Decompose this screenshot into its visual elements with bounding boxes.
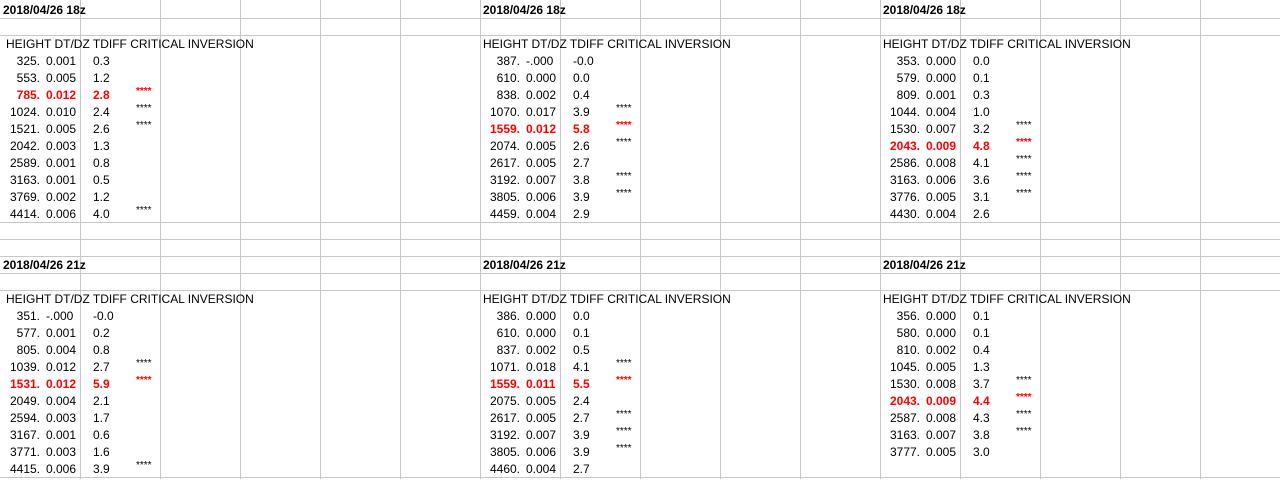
- dtdz-cell: 0.012: [46, 360, 77, 374]
- dtdz-cell: 0.018: [526, 360, 557, 374]
- dtdz-cell: 0.005: [526, 139, 557, 153]
- height-cell: 553.: [16, 71, 40, 85]
- tdiff-cell: 3.9: [93, 462, 110, 476]
- height-cell: 4459.: [489, 207, 520, 221]
- highlighted-row: [0, 88, 400, 105]
- height-cell: 1045.: [889, 360, 920, 374]
- tdiff-cell: -0.0: [93, 309, 114, 323]
- table-row: [0, 71, 400, 88]
- table-row: [0, 173, 400, 190]
- dtdz-cell: 0.004: [926, 207, 957, 221]
- height-cell: 2042.: [9, 139, 40, 153]
- inversion-flag: ****: [616, 171, 632, 182]
- column-header: HEIGHT DT/DZ TDIFF CRITICAL INVERSION: [483, 37, 731, 51]
- tdiff-cell: 2.9: [573, 207, 590, 221]
- height-cell: 2049.: [9, 394, 40, 408]
- tdiff-cell: 2.6: [93, 122, 110, 136]
- column-header: HEIGHT DT/DZ TDIFF CRITICAL INVERSION: [6, 292, 254, 306]
- table-row: [880, 360, 1280, 377]
- tdiff-cell: 3.6: [973, 173, 990, 187]
- height-cell: 3192.: [489, 173, 520, 187]
- height-cell: 4415.: [9, 462, 40, 476]
- table-row: [480, 360, 880, 377]
- tdiff-cell: 0.8: [93, 343, 110, 357]
- inversion-flag: ****: [1016, 154, 1032, 165]
- height-cell: 2589.: [9, 156, 40, 170]
- table-row: [480, 445, 880, 462]
- table-row: [480, 190, 880, 207]
- dtdz-cell: 0.005: [46, 71, 77, 85]
- tdiff-cell: 1.0: [973, 105, 990, 119]
- dtdz-cell: 0.006: [46, 207, 77, 221]
- inversion-flag: ****: [1016, 120, 1032, 131]
- table-row: [880, 71, 1280, 88]
- table-row: [880, 207, 1280, 224]
- inversion-flag: ****: [1016, 426, 1032, 437]
- height-cell: 2617.: [489, 411, 520, 425]
- dtdz-cell: 0.009: [926, 394, 957, 408]
- height-cell: 3805.: [489, 190, 520, 204]
- tdiff-cell: 0.6: [93, 428, 110, 442]
- dtdz-cell: 0.002: [526, 88, 557, 102]
- tdiff-cell: 0.1: [973, 326, 990, 340]
- inversion-flag: ****: [616, 358, 632, 369]
- dtdz-cell: 0.007: [926, 122, 957, 136]
- table-row: [480, 139, 880, 156]
- table-row: [0, 122, 400, 139]
- table-row: [480, 54, 880, 71]
- dtdz-cell: 0.006: [926, 173, 957, 187]
- tdiff-cell: 3.8: [573, 173, 590, 187]
- inversion-flag: ****: [1016, 392, 1032, 403]
- height-cell: 3192.: [489, 428, 520, 442]
- table-row: [480, 462, 880, 479]
- column-header: HEIGHT DT/DZ TDIFF CRITICAL INVERSION: [883, 292, 1131, 306]
- height-cell: 810.: [896, 343, 920, 357]
- inversion-flag: ****: [1016, 171, 1032, 182]
- height-cell: 2617.: [489, 156, 520, 170]
- highlighted-row: [880, 394, 1280, 411]
- height-cell: 2594.: [9, 411, 40, 425]
- height-cell: 1070.: [489, 105, 520, 119]
- dtdz-cell: 0.007: [526, 428, 557, 442]
- table-row: [480, 326, 880, 343]
- inversion-flag: ****: [136, 103, 152, 114]
- table-row: [480, 88, 880, 105]
- tdiff-cell: 2.4: [93, 105, 110, 119]
- dtdz-cell: 0.001: [46, 326, 77, 340]
- tdiff-cell: 3.0: [973, 445, 990, 459]
- tdiff-cell: 0.1: [573, 326, 590, 340]
- inversion-flag: ****: [1016, 409, 1032, 420]
- tdiff-cell: 0.2: [93, 326, 110, 340]
- height-cell: 837.: [496, 343, 520, 357]
- sounding-block: [480, 0, 880, 240]
- dtdz-cell: 0.005: [926, 445, 957, 459]
- height-cell: 353.: [896, 54, 920, 68]
- tdiff-cell: 4.1: [573, 360, 590, 374]
- table-row: [880, 173, 1280, 190]
- height-cell: 2043.: [889, 394, 920, 408]
- dtdz-cell: 0.012: [526, 122, 557, 136]
- tdiff-cell: 2.7: [573, 462, 590, 476]
- table-row: [0, 462, 400, 479]
- height-cell: 3776.: [889, 190, 920, 204]
- dtdz-cell: 0.007: [926, 428, 957, 442]
- tdiff-cell: 3.7: [973, 377, 990, 391]
- dtdz-cell: 0.008: [926, 411, 957, 425]
- block-title: 2018/04/26 21z: [3, 258, 86, 272]
- tdiff-cell: 3.2: [973, 122, 990, 136]
- table-row: [0, 326, 400, 343]
- tdiff-cell: -0.0: [573, 54, 594, 68]
- table-row: [480, 309, 880, 326]
- dtdz-cell: 0.007: [526, 173, 557, 187]
- height-cell: 4414.: [9, 207, 40, 221]
- dtdz-cell: 0.001: [46, 156, 77, 170]
- height-cell: 580.: [896, 326, 920, 340]
- tdiff-cell: 0.8: [93, 156, 110, 170]
- tdiff-cell: 2.4: [573, 394, 590, 408]
- dtdz-cell: 0.001: [46, 428, 77, 442]
- block-title: 2018/04/26 21z: [883, 258, 966, 272]
- inversion-flag: ****: [616, 375, 632, 386]
- dtdz-cell: 0.002: [526, 343, 557, 357]
- dtdz-cell: 0.006: [526, 445, 557, 459]
- table-row: [0, 343, 400, 360]
- dtdz-cell: 0.005: [926, 360, 957, 374]
- height-cell: 2587.: [889, 411, 920, 425]
- height-cell: 579.: [896, 71, 920, 85]
- height-cell: 1530.: [889, 377, 920, 391]
- height-cell: 387.: [496, 54, 520, 68]
- tdiff-cell: 0.4: [973, 343, 990, 357]
- table-row: [0, 309, 400, 326]
- tdiff-cell: 4.0: [93, 207, 110, 221]
- inversion-flag: ****: [1016, 375, 1032, 386]
- height-cell: 3771.: [9, 445, 40, 459]
- dtdz-cell: 0.003: [46, 445, 77, 459]
- tdiff-cell: 3.8: [973, 428, 990, 442]
- inversion-flag: ****: [616, 426, 632, 437]
- table-row: [880, 377, 1280, 394]
- tdiff-cell: 5.9: [93, 377, 110, 391]
- tdiff-cell: 2.7: [573, 411, 590, 425]
- tdiff-cell: 4.4: [973, 394, 990, 408]
- dtdz-cell: -.000: [526, 54, 554, 68]
- table-row: [880, 309, 1280, 326]
- dtdz-cell: 0.000: [526, 71, 557, 85]
- dtdz-cell: 0.012: [46, 377, 77, 391]
- table-row: [880, 445, 1280, 462]
- block-title: 2018/04/26 21z: [483, 258, 566, 272]
- dtdz-cell: 0.001: [46, 173, 77, 187]
- tdiff-cell: 3.9: [573, 190, 590, 204]
- dtdz-cell: 0.001: [46, 54, 77, 68]
- tdiff-cell: 3.9: [573, 428, 590, 442]
- tdiff-cell: 2.1: [93, 394, 110, 408]
- tdiff-cell: 5.8: [573, 122, 590, 136]
- dtdz-cell: 0.017: [526, 105, 557, 119]
- table-row: [880, 156, 1280, 173]
- height-cell: 805.: [16, 343, 40, 357]
- dtdz-cell: 0.012: [46, 88, 77, 102]
- tdiff-cell: 3.1: [973, 190, 990, 204]
- height-cell: 2074.: [489, 139, 520, 153]
- height-cell: 610.: [496, 326, 520, 340]
- tdiff-cell: 4.3: [973, 411, 990, 425]
- tdiff-cell: 3.9: [573, 105, 590, 119]
- tdiff-cell: 2.8: [93, 88, 110, 102]
- inversion-flag: ****: [136, 205, 152, 216]
- table-row: [0, 445, 400, 462]
- height-cell: 1024.: [9, 105, 40, 119]
- dtdz-cell: 0.008: [926, 156, 957, 170]
- tdiff-cell: 4.1: [973, 156, 990, 170]
- dtdz-cell: 0.006: [46, 462, 77, 476]
- inversion-flag: ****: [616, 188, 632, 199]
- table-row: [880, 122, 1280, 139]
- dtdz-cell: 0.000: [926, 326, 957, 340]
- dtdz-cell: 0.006: [526, 190, 557, 204]
- dtdz-cell: 0.004: [46, 343, 77, 357]
- dtdz-cell: 0.005: [46, 122, 77, 136]
- height-cell: 2075.: [489, 394, 520, 408]
- height-cell: 785.: [16, 88, 40, 102]
- table-row: [480, 173, 880, 190]
- dtdz-cell: 0.010: [46, 105, 77, 119]
- table-row: [0, 360, 400, 377]
- dtdz-cell: 0.011: [526, 377, 556, 391]
- dtdz-cell: 0.003: [46, 139, 77, 153]
- tdiff-cell: 0.1: [973, 71, 990, 85]
- table-row: [880, 105, 1280, 122]
- sounding-block: [880, 0, 1280, 240]
- sounding-block: [0, 0, 400, 240]
- table-row: [0, 207, 400, 224]
- tdiff-cell: 0.0: [573, 309, 590, 323]
- highlighted-row: [480, 122, 880, 139]
- tdiff-cell: 0.5: [93, 173, 110, 187]
- dtdz-cell: 0.001: [926, 88, 957, 102]
- table-row: [480, 343, 880, 360]
- dtdz-cell: 0.000: [926, 309, 957, 323]
- table-row: [0, 394, 400, 411]
- inversion-flag: ****: [616, 103, 632, 114]
- inversion-flag: ****: [136, 86, 152, 97]
- dtdz-cell: 0.000: [526, 326, 557, 340]
- height-cell: 2043.: [889, 139, 920, 153]
- table-row: [480, 394, 880, 411]
- highlighted-row: [0, 377, 400, 394]
- dtdz-cell: 0.005: [526, 411, 557, 425]
- table-row: [880, 428, 1280, 445]
- height-cell: 1559.: [489, 122, 520, 136]
- dtdz-cell: 0.008: [926, 377, 957, 391]
- table-row: [0, 428, 400, 445]
- tdiff-cell: 0.0: [973, 54, 990, 68]
- column-header: HEIGHT DT/DZ TDIFF CRITICAL INVERSION: [483, 292, 731, 306]
- tdiff-cell: 1.3: [93, 139, 110, 153]
- tdiff-cell: 2.7: [93, 360, 110, 374]
- height-cell: 386.: [496, 309, 520, 323]
- height-cell: 1044.: [889, 105, 920, 119]
- inversion-flag: ****: [616, 120, 632, 131]
- table-row: [0, 190, 400, 207]
- dtdz-cell: 0.003: [46, 411, 77, 425]
- sounding-block: [880, 255, 1280, 495]
- dtdz-cell: 0.000: [926, 54, 957, 68]
- dtdz-cell: 0.002: [46, 190, 77, 204]
- height-cell: 1521.: [9, 122, 40, 136]
- dtdz-cell: 0.004: [526, 462, 557, 476]
- table-row: [0, 156, 400, 173]
- tdiff-cell: 1.3: [973, 360, 990, 374]
- inversion-flag: ****: [616, 443, 632, 454]
- tdiff-cell: 0.1: [973, 309, 990, 323]
- height-cell: 325.: [16, 54, 40, 68]
- height-cell: 356.: [896, 309, 920, 323]
- tdiff-cell: 5.5: [573, 377, 590, 391]
- height-cell: 3777.: [889, 445, 920, 459]
- height-cell: 3163.: [889, 173, 920, 187]
- sounding-block: [480, 255, 880, 495]
- tdiff-cell: 3.9: [573, 445, 590, 459]
- table-row: [480, 411, 880, 428]
- height-cell: 4460.: [489, 462, 520, 476]
- inversion-flag: ****: [1016, 188, 1032, 199]
- tdiff-cell: 1.7: [93, 411, 110, 425]
- dtdz-cell: 0.005: [526, 394, 557, 408]
- dtdz-cell: 0.005: [926, 190, 957, 204]
- column-header: HEIGHT DT/DZ TDIFF CRITICAL INVERSION: [6, 37, 254, 51]
- table-row: [480, 71, 880, 88]
- block-title: 2018/04/26 18z: [883, 3, 966, 17]
- tdiff-cell: 0.3: [93, 54, 110, 68]
- dtdz-cell: 0.005: [526, 156, 557, 170]
- inversion-flag: ****: [1016, 137, 1032, 148]
- height-cell: 1531.: [9, 377, 40, 391]
- height-cell: 2586.: [889, 156, 920, 170]
- table-row: [0, 105, 400, 122]
- column-header: HEIGHT DT/DZ TDIFF CRITICAL INVERSION: [883, 37, 1131, 51]
- dtdz-cell: 0.000: [526, 309, 557, 323]
- tdiff-cell: 1.6: [93, 445, 110, 459]
- table-row: [480, 428, 880, 445]
- table-row: [0, 411, 400, 428]
- highlighted-row: [880, 139, 1280, 156]
- height-cell: 4430.: [889, 207, 920, 221]
- inversion-flag: ****: [616, 137, 632, 148]
- tdiff-cell: 0.4: [573, 88, 590, 102]
- table-row: [480, 207, 880, 224]
- height-cell: 577.: [16, 326, 40, 340]
- height-cell: 3805.: [489, 445, 520, 459]
- tdiff-cell: 2.7: [573, 156, 590, 170]
- dtdz-cell: 0.009: [926, 139, 957, 153]
- tdiff-cell: 1.2: [93, 71, 110, 85]
- tdiff-cell: 1.2: [93, 190, 110, 204]
- height-cell: 610.: [496, 71, 520, 85]
- inversion-flag: ****: [136, 460, 152, 471]
- table-row: [0, 139, 400, 156]
- table-row: [480, 156, 880, 173]
- dtdz-cell: 0.002: [926, 343, 957, 357]
- table-row: [880, 190, 1280, 207]
- table-row: [880, 88, 1280, 105]
- height-cell: 1071.: [489, 360, 520, 374]
- height-cell: 3769.: [9, 190, 40, 204]
- dtdz-cell: 0.000: [926, 71, 957, 85]
- table-row: [880, 326, 1280, 343]
- tdiff-cell: 0.3: [973, 88, 990, 102]
- block-title: 2018/04/26 18z: [3, 3, 86, 17]
- dtdz-cell: -.000: [46, 309, 74, 323]
- inversion-flag: ****: [136, 358, 152, 369]
- dtdz-cell: 0.004: [526, 207, 557, 221]
- table-row: [0, 54, 400, 71]
- tdiff-cell: 0.5: [573, 343, 590, 357]
- height-cell: 351.: [16, 309, 40, 323]
- table-row: [880, 54, 1280, 71]
- table-row: [880, 411, 1280, 428]
- tdiff-cell: 2.6: [573, 139, 590, 153]
- dtdz-cell: 0.004: [46, 394, 77, 408]
- tdiff-cell: 2.6: [973, 207, 990, 221]
- tdiff-cell: 4.8: [973, 139, 990, 153]
- height-cell: 1530.: [889, 122, 920, 136]
- dtdz-cell: 0.004: [926, 105, 957, 119]
- height-cell: 3167.: [9, 428, 40, 442]
- sounding-block: [0, 255, 400, 495]
- height-cell: 3163.: [889, 428, 920, 442]
- inversion-flag: ****: [136, 375, 152, 386]
- table-row: [480, 105, 880, 122]
- tdiff-cell: 0.0: [573, 71, 590, 85]
- height-cell: 1039.: [9, 360, 40, 374]
- height-cell: 1559.: [489, 377, 520, 391]
- block-title: 2018/04/26 18z: [483, 3, 566, 17]
- inversion-flag: ****: [136, 120, 152, 131]
- height-cell: 809.: [896, 88, 920, 102]
- height-cell: 3163.: [9, 173, 40, 187]
- highlighted-row: [480, 377, 880, 394]
- height-cell: 838.: [496, 88, 520, 102]
- inversion-flag: ****: [616, 409, 632, 420]
- table-row: [880, 343, 1280, 360]
